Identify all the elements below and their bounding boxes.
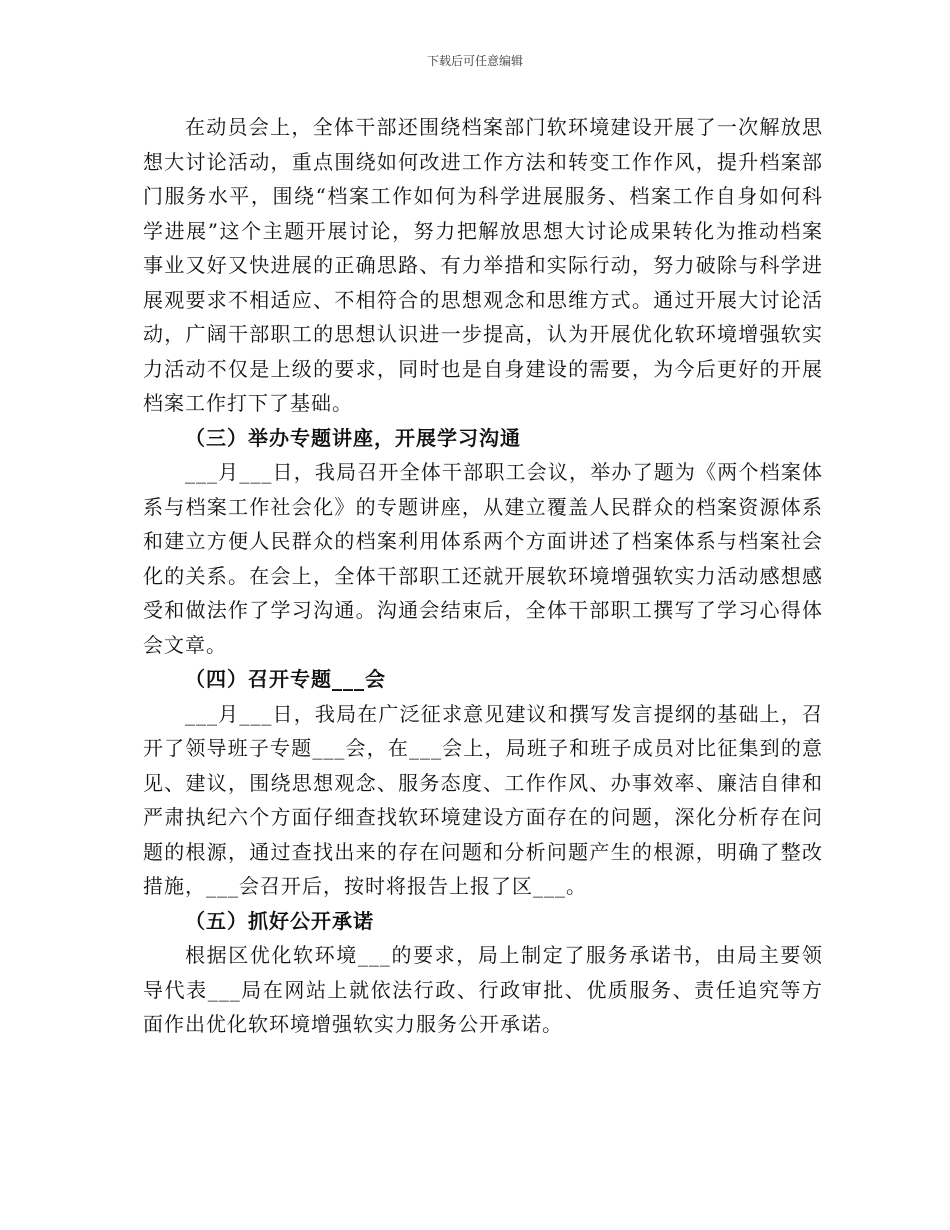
paragraph-commitment: 根据区优化软环境___的要求，局上制定了服务承诺书，由局主要领导代表___局在网站上就依法行政、行政审批、优质服务、责任追究等方面作出优化软环境增强软实力服务公开承诺。 — [143, 943, 823, 1036]
page-header: 下载后可任意编辑 — [426, 54, 523, 68]
document-body — [143, 110, 823, 1042]
paragraph-mobilization-meeting: 在动员会上，全体干部还围绕档案部门软环境建设开展了一次解放思想大讨论活动，重点围绕如何改进工作方法和转变工作作风，提升档案部门服务水平，围绕“档案工作如何为科学进展服务、档案工作自身如何科学进展”这个主题开展讨论，努力把解放思想大讨论成果转化为推动档案事业又好又快进展的正确思路、有力举措和实际行动，努力破除与科学进展观要求不相适应、不相符合的思想观念和思维方式。通过开展大讨论活动，广阔干部职工的思想认识进一步提高，认为开展优化软环境增强软实力活动不仅是上级的要求，同时也是自身建设的需要，为今后更好的开展档案工作打下了基础。 — [143, 115, 823, 415]
section-heading-meeting: （四）召开专题___会 — [185, 667, 386, 691]
section-heading-commitment: （五）抓好公开承诺 — [185, 908, 374, 933]
paragraph-meeting: ___月___日，我局在广泛征求意见建议和撰写发言提纲的基础上，召开了领导班子专题___会，在___会上，局班子和班子成员对比征集到的意见、建议，围绕思想观念、服务态度、工作作风、办事效率、廉洁自律和严肃执纪六个方面仔细查找软环境建设方面存在的问题，深化分析存在问题的根源，通过查找出来的存在问题和分析问题产生的根源，明确了整改措施，___会召开后，按时将报告上报了区___。 — [143, 701, 823, 898]
section-heading-lecture: （三）举办专题讲座，开展学习沟通 — [185, 425, 521, 450]
paragraph-lecture: ___月___日，我局召开全体干部职工会议，举办了题为《两个档案体系与档案工作社会化》的专题讲座，从建立覆盖人民群众的档案资源体系和建立方便人民群众的档案利用体系两个方面讲述了档案体系与档案社会化的关系。在会上，全体干部职工还就开展软环境增强软实力活动感想感受和做法作了学习沟通。沟通会结束后，全体干部职工撰写了学习心得体会文章。 — [143, 460, 823, 657]
